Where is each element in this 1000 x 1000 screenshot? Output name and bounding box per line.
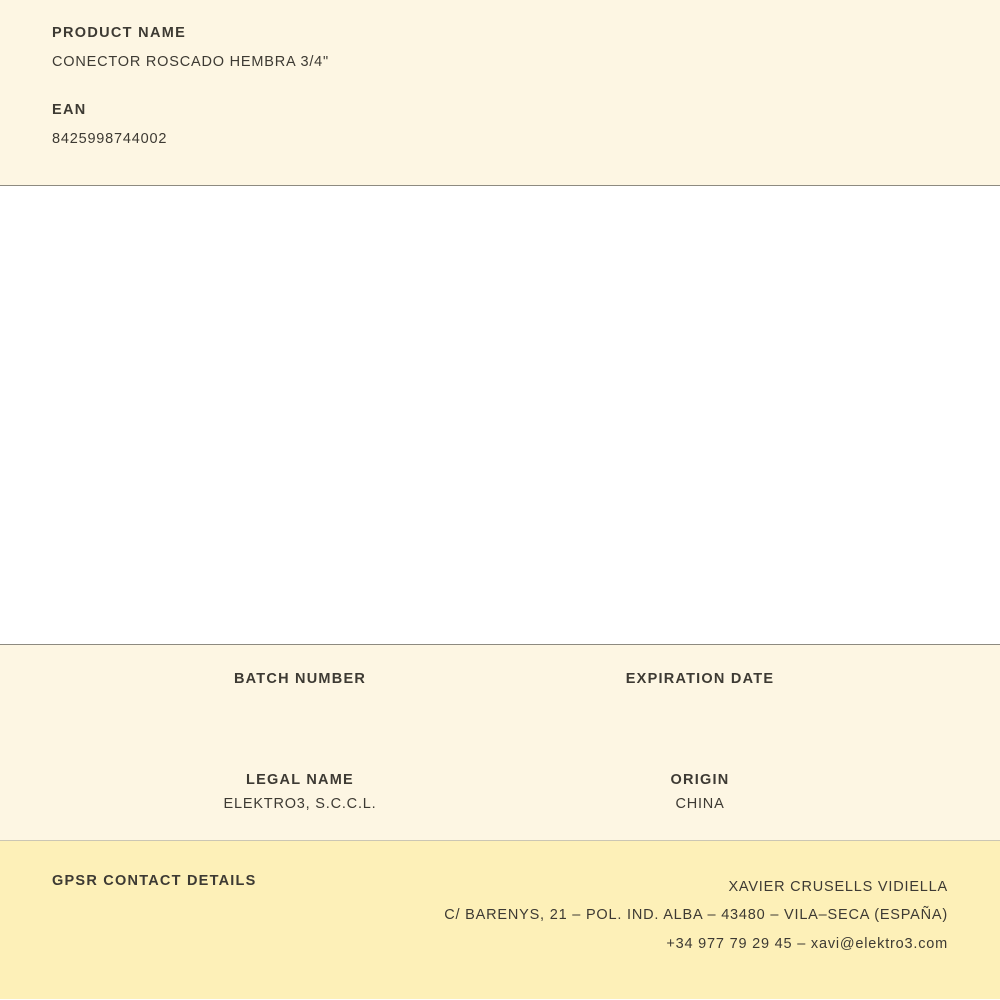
origin-value: CHINA: [675, 795, 725, 812]
product-image-area: [0, 186, 1000, 645]
gpsr-footer: [0, 841, 1000, 999]
gpsr-contact-block: [444, 873, 948, 958]
expiration-date-field: [500, 671, 900, 710]
product-details-section: [0, 645, 1000, 841]
legal-name-field: [100, 772, 500, 813]
gpsr-contact-name: XAVIER CRUSELLS VIDIELLA: [728, 879, 948, 895]
batch-number-label: BATCH NUMBER: [233, 671, 367, 687]
gpsr-contact-address: C/ BARENYS, 21 – POL. IND. ALBA – 43480 – VILA–SECA (ESPAÑA): [444, 907, 948, 924]
legal-name-value: ELEKTRO3, S.C.C.L.: [223, 795, 377, 812]
legal-origin-row: [0, 772, 1000, 813]
product-name-label: PRODUCT NAME: [52, 25, 187, 41]
gpsr-contact-phone-email: +34 977 79 29 45 – xavi@elektro3.com: [666, 935, 948, 952]
product-header-section: [0, 0, 1000, 186]
product-name-value: CONECTOR ROSCADO HEMBRA 3/4": [52, 53, 329, 70]
batch-number-value: [100, 694, 500, 710]
batch-expiration-row: [0, 671, 1000, 710]
details-row-spacer: [0, 710, 1000, 772]
batch-number-field: [100, 671, 500, 710]
gpsr-contact-details-title: GPSR CONTACT DETAILS: [52, 873, 257, 889]
expiration-date-value: [500, 694, 900, 710]
origin-field: [500, 772, 900, 813]
ean-value: 8425998744002: [52, 131, 168, 148]
ean-label: EAN: [52, 102, 87, 119]
expiration-date-label: EXPIRATION DATE: [625, 671, 775, 687]
section-spacer: [52, 71, 948, 103]
legal-name-label: LEGAL NAME: [246, 772, 354, 789]
origin-label: ORIGIN: [670, 772, 730, 789]
